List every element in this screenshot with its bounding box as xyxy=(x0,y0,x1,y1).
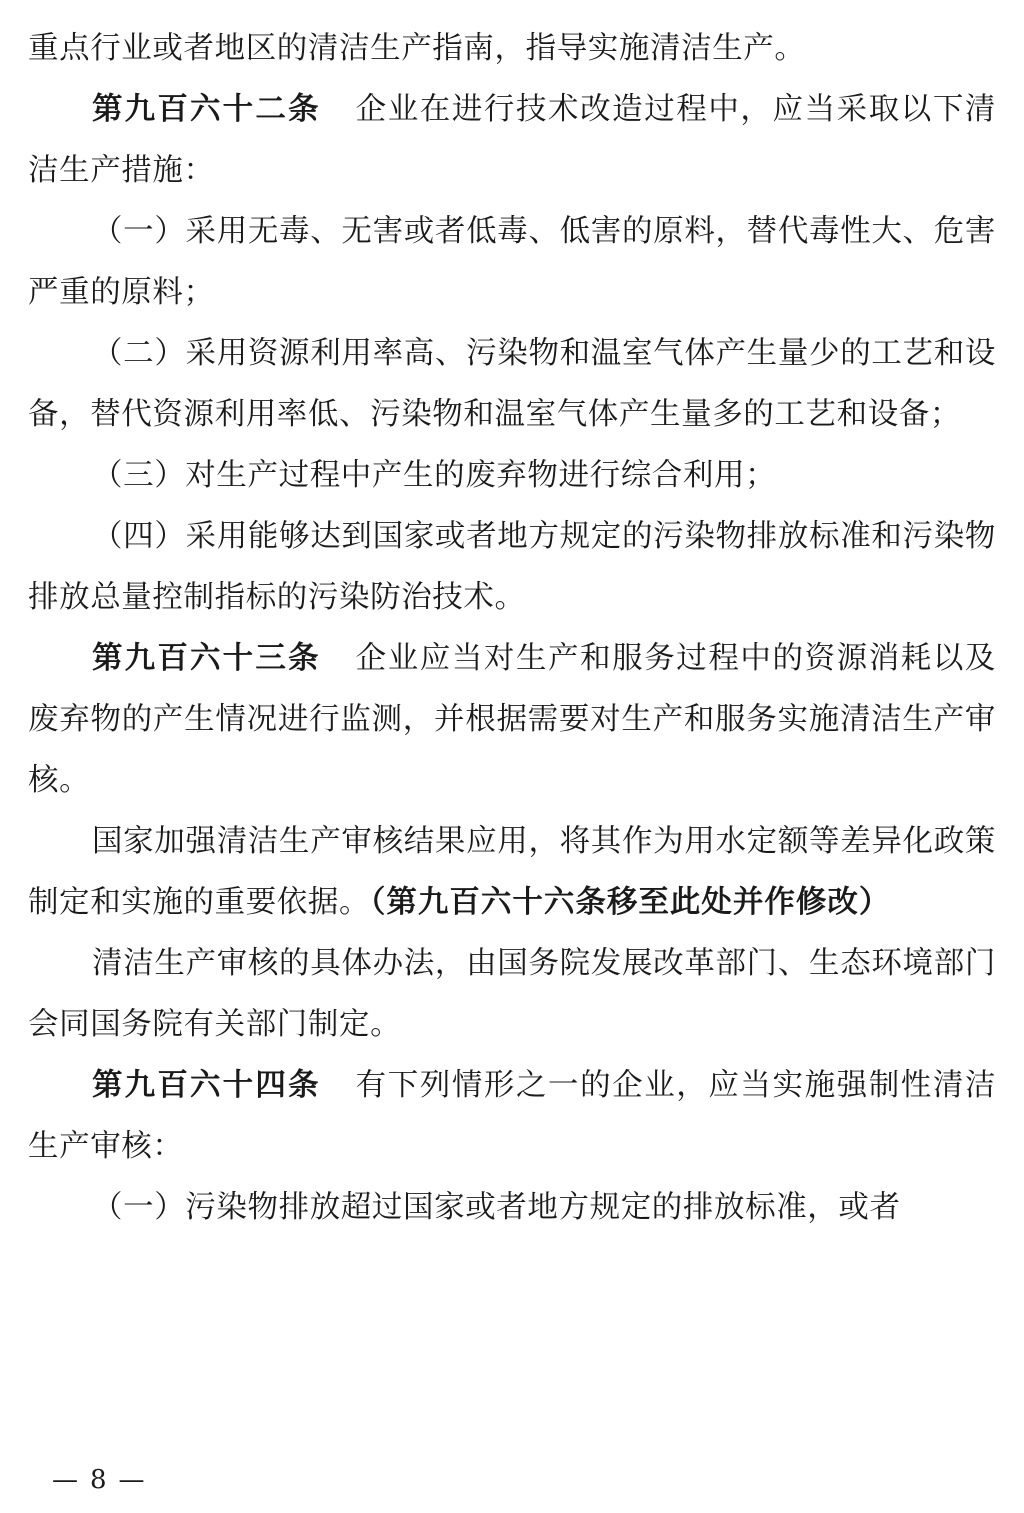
paragraph-text: 企业在进行技术改造过程中，应当采取以下清洁生产措施： xyxy=(28,92,996,188)
footer-dash-left: — xyxy=(52,1465,80,1495)
paragraph-text: （四）采用能够达到国家或者地方规定的污染物排放标准和污染物排放总量控制指标的污染防治技术。 xyxy=(28,519,996,615)
paragraph-article-963 xyxy=(28,628,996,811)
paragraph-text: 清洁生产审核的具体办法，由国务院发展改革部门、生态环境部门会同国务院有关部门制定。 xyxy=(28,946,996,1042)
page-footer xyxy=(0,1465,1024,1495)
paragraph-964-item-1 xyxy=(28,1177,996,1238)
paragraph-text: 重点行业或者地区的清洁生产指南，指导实施清洁生产。 xyxy=(28,31,806,66)
paragraph-962-item-2 xyxy=(28,323,996,445)
paragraph-text: 有下列情形之一的企业，应当实施强制性清洁生产审核： xyxy=(28,1068,996,1164)
article-label: 第九百六十三条 xyxy=(92,640,321,676)
paragraph-962-item-1 xyxy=(28,201,996,323)
paragraph-text: 国家加强清洁生产审核结果应用，将其作为用水定额等差异化政策制定和实施的重要依据。 xyxy=(28,824,996,920)
paragraph-text: （三）对生产过程中产生的废弃物进行综合利用； xyxy=(92,458,777,493)
paragraph-text: （一）污染物排放超过国家或者地方规定的排放标准，或者 xyxy=(92,1190,901,1225)
article-label: 第九百六十四条 xyxy=(92,1067,321,1103)
paragraph-continued-962-lead xyxy=(28,18,996,79)
footer-dash-right: — xyxy=(118,1465,147,1495)
paragraph-article-964 xyxy=(28,1055,996,1177)
paragraph-text: （一）采用无毒、无害或者低毒、低害的原料，替代毒性大、危害严重的原料； xyxy=(28,214,996,310)
document-body xyxy=(28,18,996,1238)
paragraph-962-item-3 xyxy=(28,445,996,506)
paragraph-text: 企业应当对生产和服务过程中的资源消耗以及废弃物的产生情况进行监测，并根据需要对生产和服务实施清洁生产审核。 xyxy=(28,641,996,798)
paragraph-962-item-4 xyxy=(28,506,996,628)
page-number: 8 xyxy=(90,1465,109,1495)
paragraph-article-962 xyxy=(28,79,996,201)
paragraph-963-para-2 xyxy=(28,811,996,933)
revision-note: （第九百六十六条移至此处并作修改） xyxy=(370,884,891,920)
article-label: 第九百六十二条 xyxy=(92,91,321,127)
paragraph-963-para-3 xyxy=(28,933,996,1055)
paragraph-text: （二）采用资源利用率高、污染物和温室气体产生量少的工艺和设备，替代资源利用率低、污染物和温室气体产生量多的工艺和设备； xyxy=(28,336,996,432)
